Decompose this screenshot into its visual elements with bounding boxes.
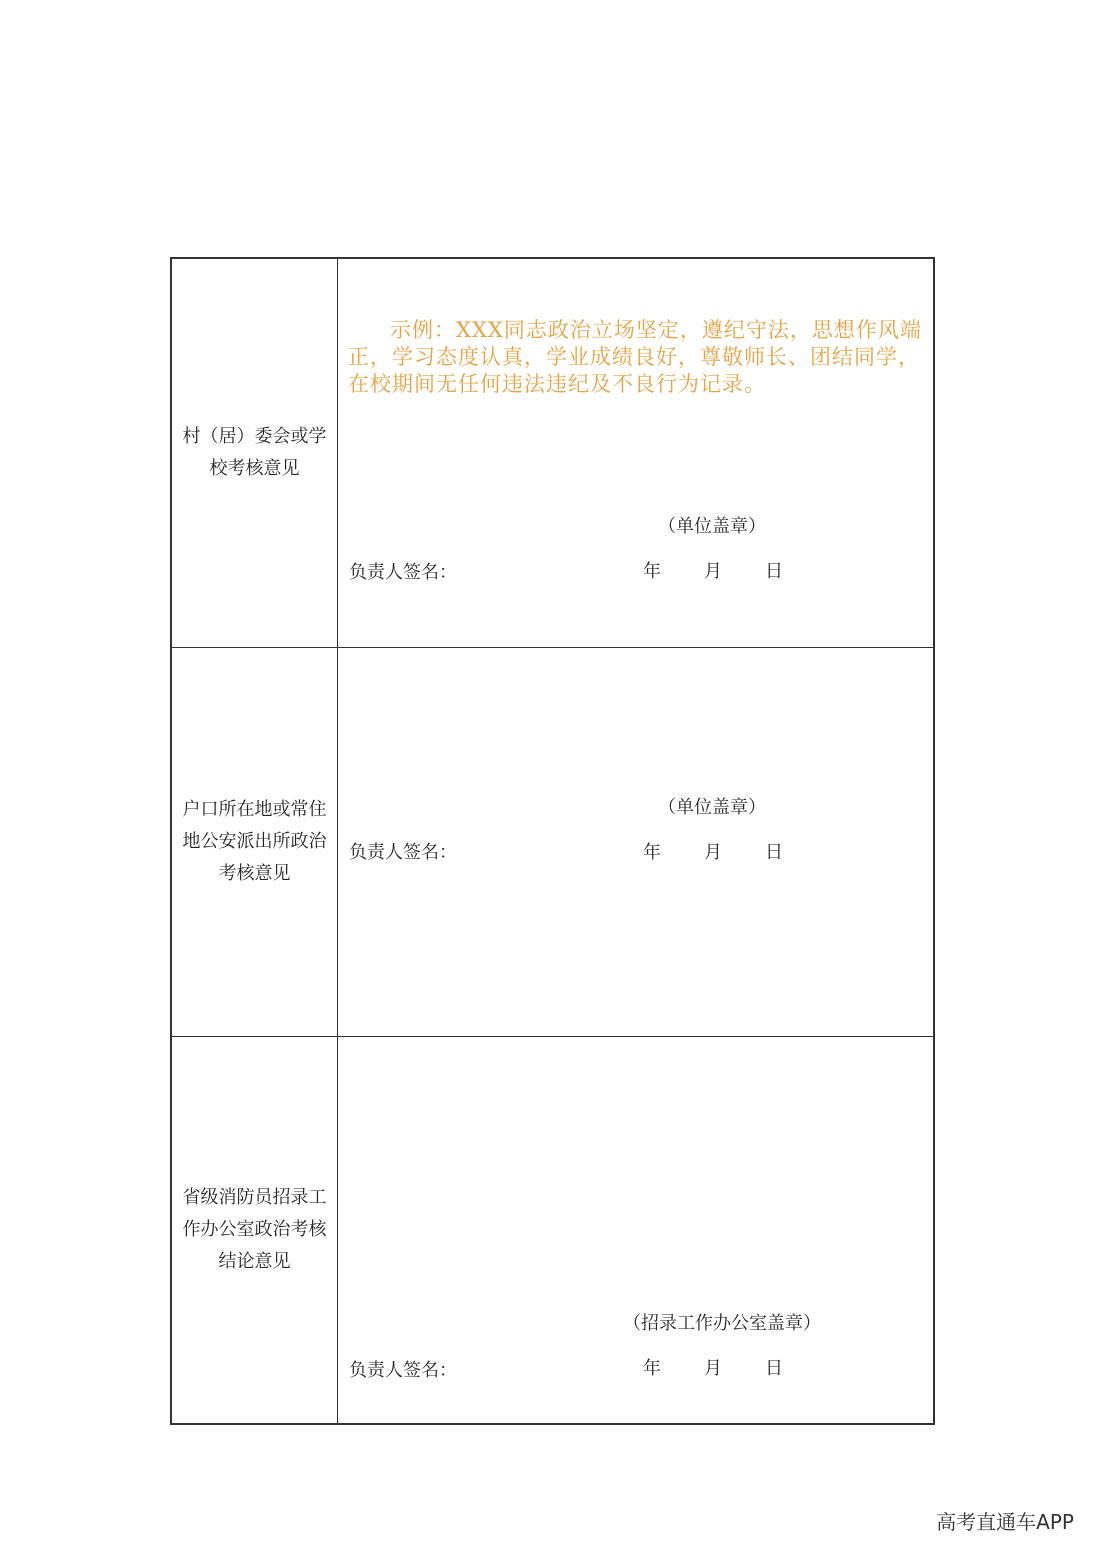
date-year: 年 xyxy=(643,561,661,582)
example-opinion-text: 示例：XXX同志政治立场坚定，遵纪守法，思想作风端正，学习态度认真，学业成绩良好，尊敬师长、团结同学，在校期间无任何违法违纪及不良行为记录。 xyxy=(348,318,922,396)
form-row-police-station xyxy=(172,648,933,1037)
opinion-cell xyxy=(338,1037,933,1423)
date-day: 日 xyxy=(765,1358,783,1379)
row-label: 户口所在地或常住地公安派出所政治考核意见 xyxy=(182,799,327,884)
label-cell xyxy=(172,648,338,1036)
date-month: 月 xyxy=(704,1358,722,1379)
date-day: 日 xyxy=(765,842,783,863)
label-cell xyxy=(172,1037,338,1423)
opinion-cell xyxy=(338,259,933,647)
seal-note: （单位盖章） xyxy=(658,516,766,537)
date-fields xyxy=(643,1354,783,1380)
date-fields xyxy=(643,838,783,864)
date-year: 年 xyxy=(643,1358,661,1379)
row-label: 省级消防员招录工作办公室政治考核结论意见 xyxy=(182,1187,327,1272)
form-row-provincial-office xyxy=(172,1037,933,1423)
date-fields xyxy=(643,557,783,583)
app-watermark: 高考直通车APP xyxy=(936,1510,1074,1534)
signature-label: 负责人签名： xyxy=(349,1360,457,1381)
signature-label: 负责人签名： xyxy=(349,562,457,583)
date-year: 年 xyxy=(643,842,661,863)
form-row-village-school xyxy=(172,259,933,648)
date-month: 月 xyxy=(704,561,722,582)
date-day: 日 xyxy=(765,561,783,582)
row-label: 村（居）委会或学校考核意见 xyxy=(182,426,327,479)
label-cell xyxy=(172,259,338,647)
seal-note: （招录工作办公室盖章） xyxy=(623,1313,821,1334)
opinion-cell xyxy=(338,648,933,1036)
political-review-form xyxy=(170,257,935,1425)
seal-note: （单位盖章） xyxy=(658,797,766,818)
signature-label: 负责人签名： xyxy=(349,842,457,863)
date-month: 月 xyxy=(704,842,722,863)
